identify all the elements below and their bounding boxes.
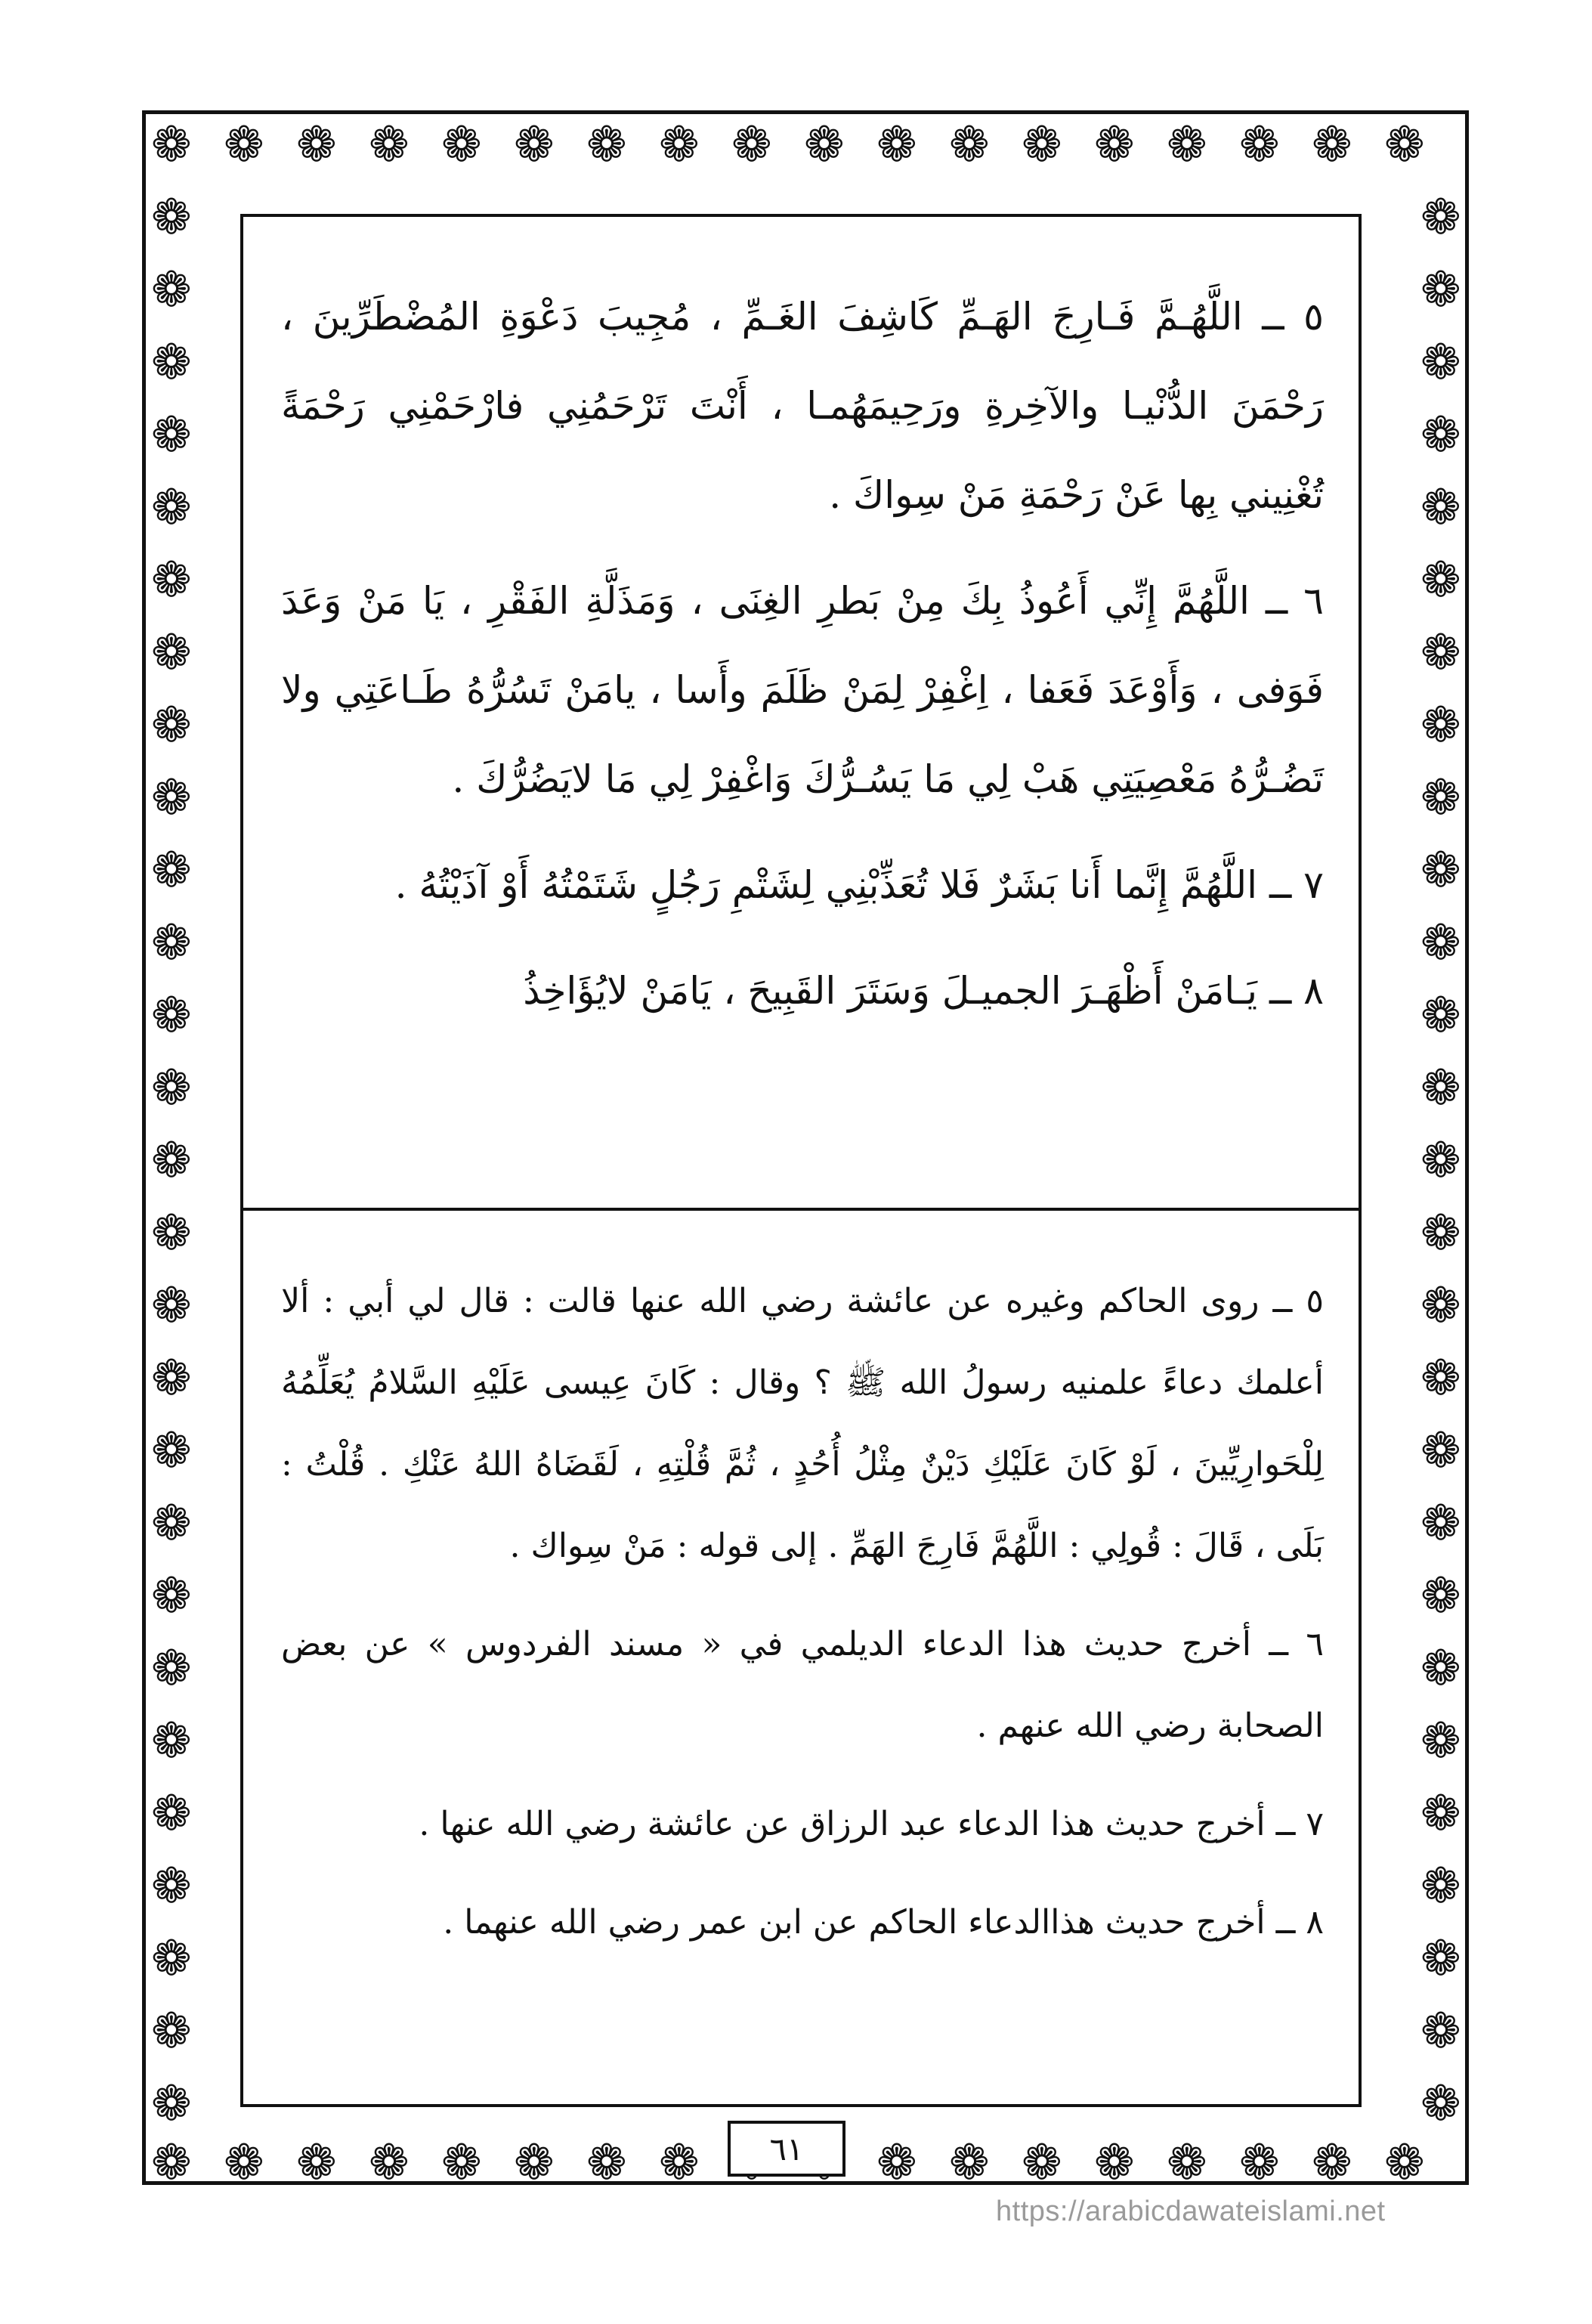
flower-ornament-icon: ❁: [151, 1931, 192, 1987]
flower-ornament-icon: ❁: [151, 2135, 192, 2191]
flower-ornament-icon: ❁: [369, 2135, 410, 2191]
flower-ornament-icon: ❁: [804, 117, 845, 173]
flower-ornament-icon: ❁: [1384, 117, 1425, 173]
flower-ornament-icon: ❁: [151, 1133, 192, 1189]
flower-ornament-icon: ❁: [151, 1786, 192, 1842]
flower-ornament-icon: ❁: [151, 1713, 192, 1769]
flower-ornament-icon: ❁: [1420, 1351, 1461, 1406]
flower-ornament-icon: ❁: [1312, 117, 1352, 173]
flower-ornament-icon: ❁: [586, 117, 627, 173]
main-text-section: [281, 272, 1324, 1052]
flower-ornament-icon: ❁: [1420, 698, 1461, 754]
flower-ornament-icon: ❁: [1420, 1423, 1461, 1479]
flower-ornament-icon: ❁: [151, 1858, 192, 1914]
flower-ornament-icon: ❁: [1239, 2135, 1280, 2191]
flower-ornament-icon: ❁: [949, 117, 990, 173]
flower-ornament-icon: ❁: [1239, 117, 1280, 173]
flower-ornament-icon: ❁: [151, 2004, 192, 2059]
watermark-url: https://arabicdawateislami.net: [996, 2196, 1386, 2227]
dua-paragraph-5: ٥ ــ اللَّهُـمَّ فَـارِجَ الهَـمِّ كَاشِفَ الغَـمِّ ، مُجِيبَ دَعْوَةِ المُضْطَرِّينَ ، رَحْمَنَ الدُّنْيـا والآخِرةِ ورَحِيمَهُمـا ، أَنْتَ تَرْحَمُنِي فارْحَمْنِي رَحْمَةً تُغْنِيني بِها عَنْ رَحْمَةِ مَنْ سِواكَ .: [281, 295, 1324, 517]
flower-ornament-icon: ❁: [514, 117, 555, 173]
dua-paragraph-8: ٨ ــ يَـامَنْ أَظْهَـرَ الجميـلَ وَسَتَرَ القَبِيحَ ، يَامَنْ لايُؤَاخِذُ: [523, 969, 1324, 1013]
flower-ornament-icon: ❁: [151, 480, 192, 536]
flower-ornament-icon: ❁: [1420, 407, 1461, 463]
flower-ornament-icon: ❁: [1420, 1278, 1461, 1334]
flower-ornament-icon: ❁: [151, 1205, 192, 1261]
flower-ornament-icon: ❁: [1420, 335, 1461, 391]
flower-ornament-icon: ❁: [1094, 117, 1135, 173]
flower-ornament-icon: ❁: [1420, 988, 1461, 1044]
flower-ornament-icon: ❁: [1420, 1205, 1461, 1261]
flower-ornament-icon: ❁: [1420, 1133, 1461, 1189]
flower-ornament-icon: ❁: [151, 698, 192, 754]
flower-ornament-icon: ❁: [151, 1641, 192, 1697]
footnote-7: ٧ ــ أخرج حديث هذا الدعاء عبد الرزاق عن عائشة رضي الله عنها .: [419, 1805, 1324, 1843]
flower-ornament-icon: ❁: [151, 843, 192, 899]
flower-ornament-icon: ❁: [151, 2076, 192, 2132]
flower-ornament-icon: ❁: [1094, 2135, 1135, 2191]
flower-ornament-icon: ❁: [1420, 480, 1461, 536]
flower-ornament-icon: ❁: [296, 2135, 337, 2191]
flower-ornament-icon: ❁: [876, 117, 917, 173]
flower-ornament-icon: ❁: [1312, 2135, 1352, 2191]
flower-ornament-icon: ❁: [1420, 1786, 1461, 1842]
footnotes-section: [281, 1261, 1324, 1980]
flower-ornament-icon: ❁: [731, 117, 772, 173]
flower-ornament-icon: ❁: [1420, 1641, 1461, 1697]
flower-ornament-icon: ❁: [1420, 190, 1461, 246]
flower-ornament-icon: ❁: [151, 1278, 192, 1334]
footnote-6: ٦ ــ أخرج حديث هذا الدعاء الديلمي في « مسند الفردوس » عن بعض الصحابة رضي الله عنهم .: [281, 1625, 1324, 1745]
flower-ornament-icon: ❁: [224, 2135, 264, 2191]
flower-ornament-icon: ❁: [151, 915, 192, 971]
flower-ornament-icon: ❁: [151, 262, 192, 318]
flower-ornament-icon: ❁: [369, 117, 410, 173]
flower-ornament-icon: ❁: [151, 1423, 192, 1479]
flower-ornament-icon: ❁: [224, 117, 264, 173]
flower-ornament-icon: ❁: [1167, 2135, 1207, 2191]
flower-ornament-icon: ❁: [1384, 2135, 1425, 2191]
footnote-5: ٥ ــ روى الحاكم وغيره عن عائشة رضي الله عنها قالت : قال لي أبي : ألا أعلمك دعاءً علمنيه رسولُ الله ﷺ ؟ وقال : كَانَ عِيسى عَلَيْهِ السَّلامُ يُعَلِّمُهُ لِلْحَوارِيِّينَ ، لَوْ كَانَ عَلَيْكِ دَيْنٌ مِثْلُ أُحُدٍ ، ثُمَّ قُلْتِهِ ، لَقَضَاهُ اللهُ عَنْكِ . قُلْتُ : بَلَى ، قَالَ : قُولِي : اللَّهُمَّ فَارِجَ الهَمِّ . إلى قوله : مَنْ سِواك .: [281, 1282, 1324, 1565]
flower-ornament-icon: ❁: [1420, 2004, 1461, 2059]
flower-ornament-icon: ❁: [1167, 117, 1207, 173]
flower-ornament-icon: ❁: [151, 407, 192, 463]
flower-ornament-icon: ❁: [1420, 843, 1461, 899]
flower-ornament-icon: ❁: [151, 625, 192, 681]
page-number: [728, 2121, 845, 2177]
flower-ornament-icon: ❁: [1420, 1060, 1461, 1116]
flower-ornament-icon: ❁: [949, 2135, 990, 2191]
flower-ornament-icon: ❁: [441, 2135, 482, 2191]
flower-ornament-icon: ❁: [1420, 770, 1461, 826]
flower-ornament-icon: ❁: [151, 552, 192, 608]
flower-ornament-icon: ❁: [151, 1568, 192, 1624]
flower-ornament-icon: ❁: [1420, 552, 1461, 608]
footnote-8: ٨ ــ أخرج حديث هذاالدعاء الحاكم عن ابن عمر رضي الله عنهما .: [443, 1903, 1324, 1942]
flower-ornament-icon: ❁: [1420, 1568, 1461, 1624]
flower-ornament-icon: ❁: [151, 117, 192, 173]
flower-ornament-icon: ❁: [1022, 117, 1062, 173]
flower-ornament-icon: ❁: [1420, 2076, 1461, 2132]
page-number-text: ٦١: [769, 2130, 804, 2168]
flower-ornament-icon: ❁: [1420, 1713, 1461, 1769]
flower-ornament-icon: ❁: [1420, 625, 1461, 681]
flower-ornament-icon: ❁: [151, 335, 192, 391]
flower-ornament-icon: ❁: [659, 2135, 700, 2191]
dua-paragraph-6: ٦ ــ اللَّهُمَّ إِنِّي أَعُوذُ بِكَ مِنْ بَطرِ الغِنَى ، وَمَذَلَّةِ الفَقْرِ ، يَا مَنْ وَعَدَ فَوَفى ، وَأَوْعَدَ فَعَفا ، اِغْفِرْ لِمَنْ ظَلَمَ وأَسا ، يامَنْ تَسُرُّهُ طَـاعَتِي ولا تَضُـرُّهُ مَعْصِيَتِي هَبْ لِي مَا يَسُـرُّكَ وَاغْفِرْ لِي مَا لايَضُرُّكَ .: [281, 579, 1324, 801]
flower-ornament-icon: ❁: [1420, 1496, 1461, 1552]
flower-ornament-icon: ❁: [659, 117, 700, 173]
flower-ornament-icon: ❁: [1420, 915, 1461, 971]
flower-ornament-icon: ❁: [441, 117, 482, 173]
flower-ornament-icon: ❁: [876, 2135, 917, 2191]
flower-ornament-icon: ❁: [151, 988, 192, 1044]
flower-ornament-icon: ❁: [151, 1351, 192, 1406]
flower-ornament-icon: ❁: [296, 117, 337, 173]
flower-ornament-icon: ❁: [1022, 2135, 1062, 2191]
flower-ornament-icon: ❁: [151, 190, 192, 246]
flower-ornament-icon: ❁: [1420, 1858, 1461, 1914]
section-divider: [240, 1208, 1362, 1211]
flower-ornament-icon: ❁: [151, 770, 192, 826]
flower-ornament-icon: ❁: [586, 2135, 627, 2191]
flower-ornament-icon: ❁: [1420, 1931, 1461, 1987]
dua-paragraph-7: ٧ ــ اللَّهُمَّ إِنَّما أَنا بَشَرٌ فَلا تُعَذِّبْنِي لِشَتْمِ رَجُلٍ شَتَمْتُهُ أَوْ آذَيْتُهُ .: [394, 863, 1324, 907]
flower-ornament-icon: ❁: [151, 1496, 192, 1552]
flower-ornament-icon: ❁: [514, 2135, 555, 2191]
flower-ornament-icon: ❁: [151, 1060, 192, 1116]
flower-ornament-icon: ❁: [1420, 262, 1461, 318]
